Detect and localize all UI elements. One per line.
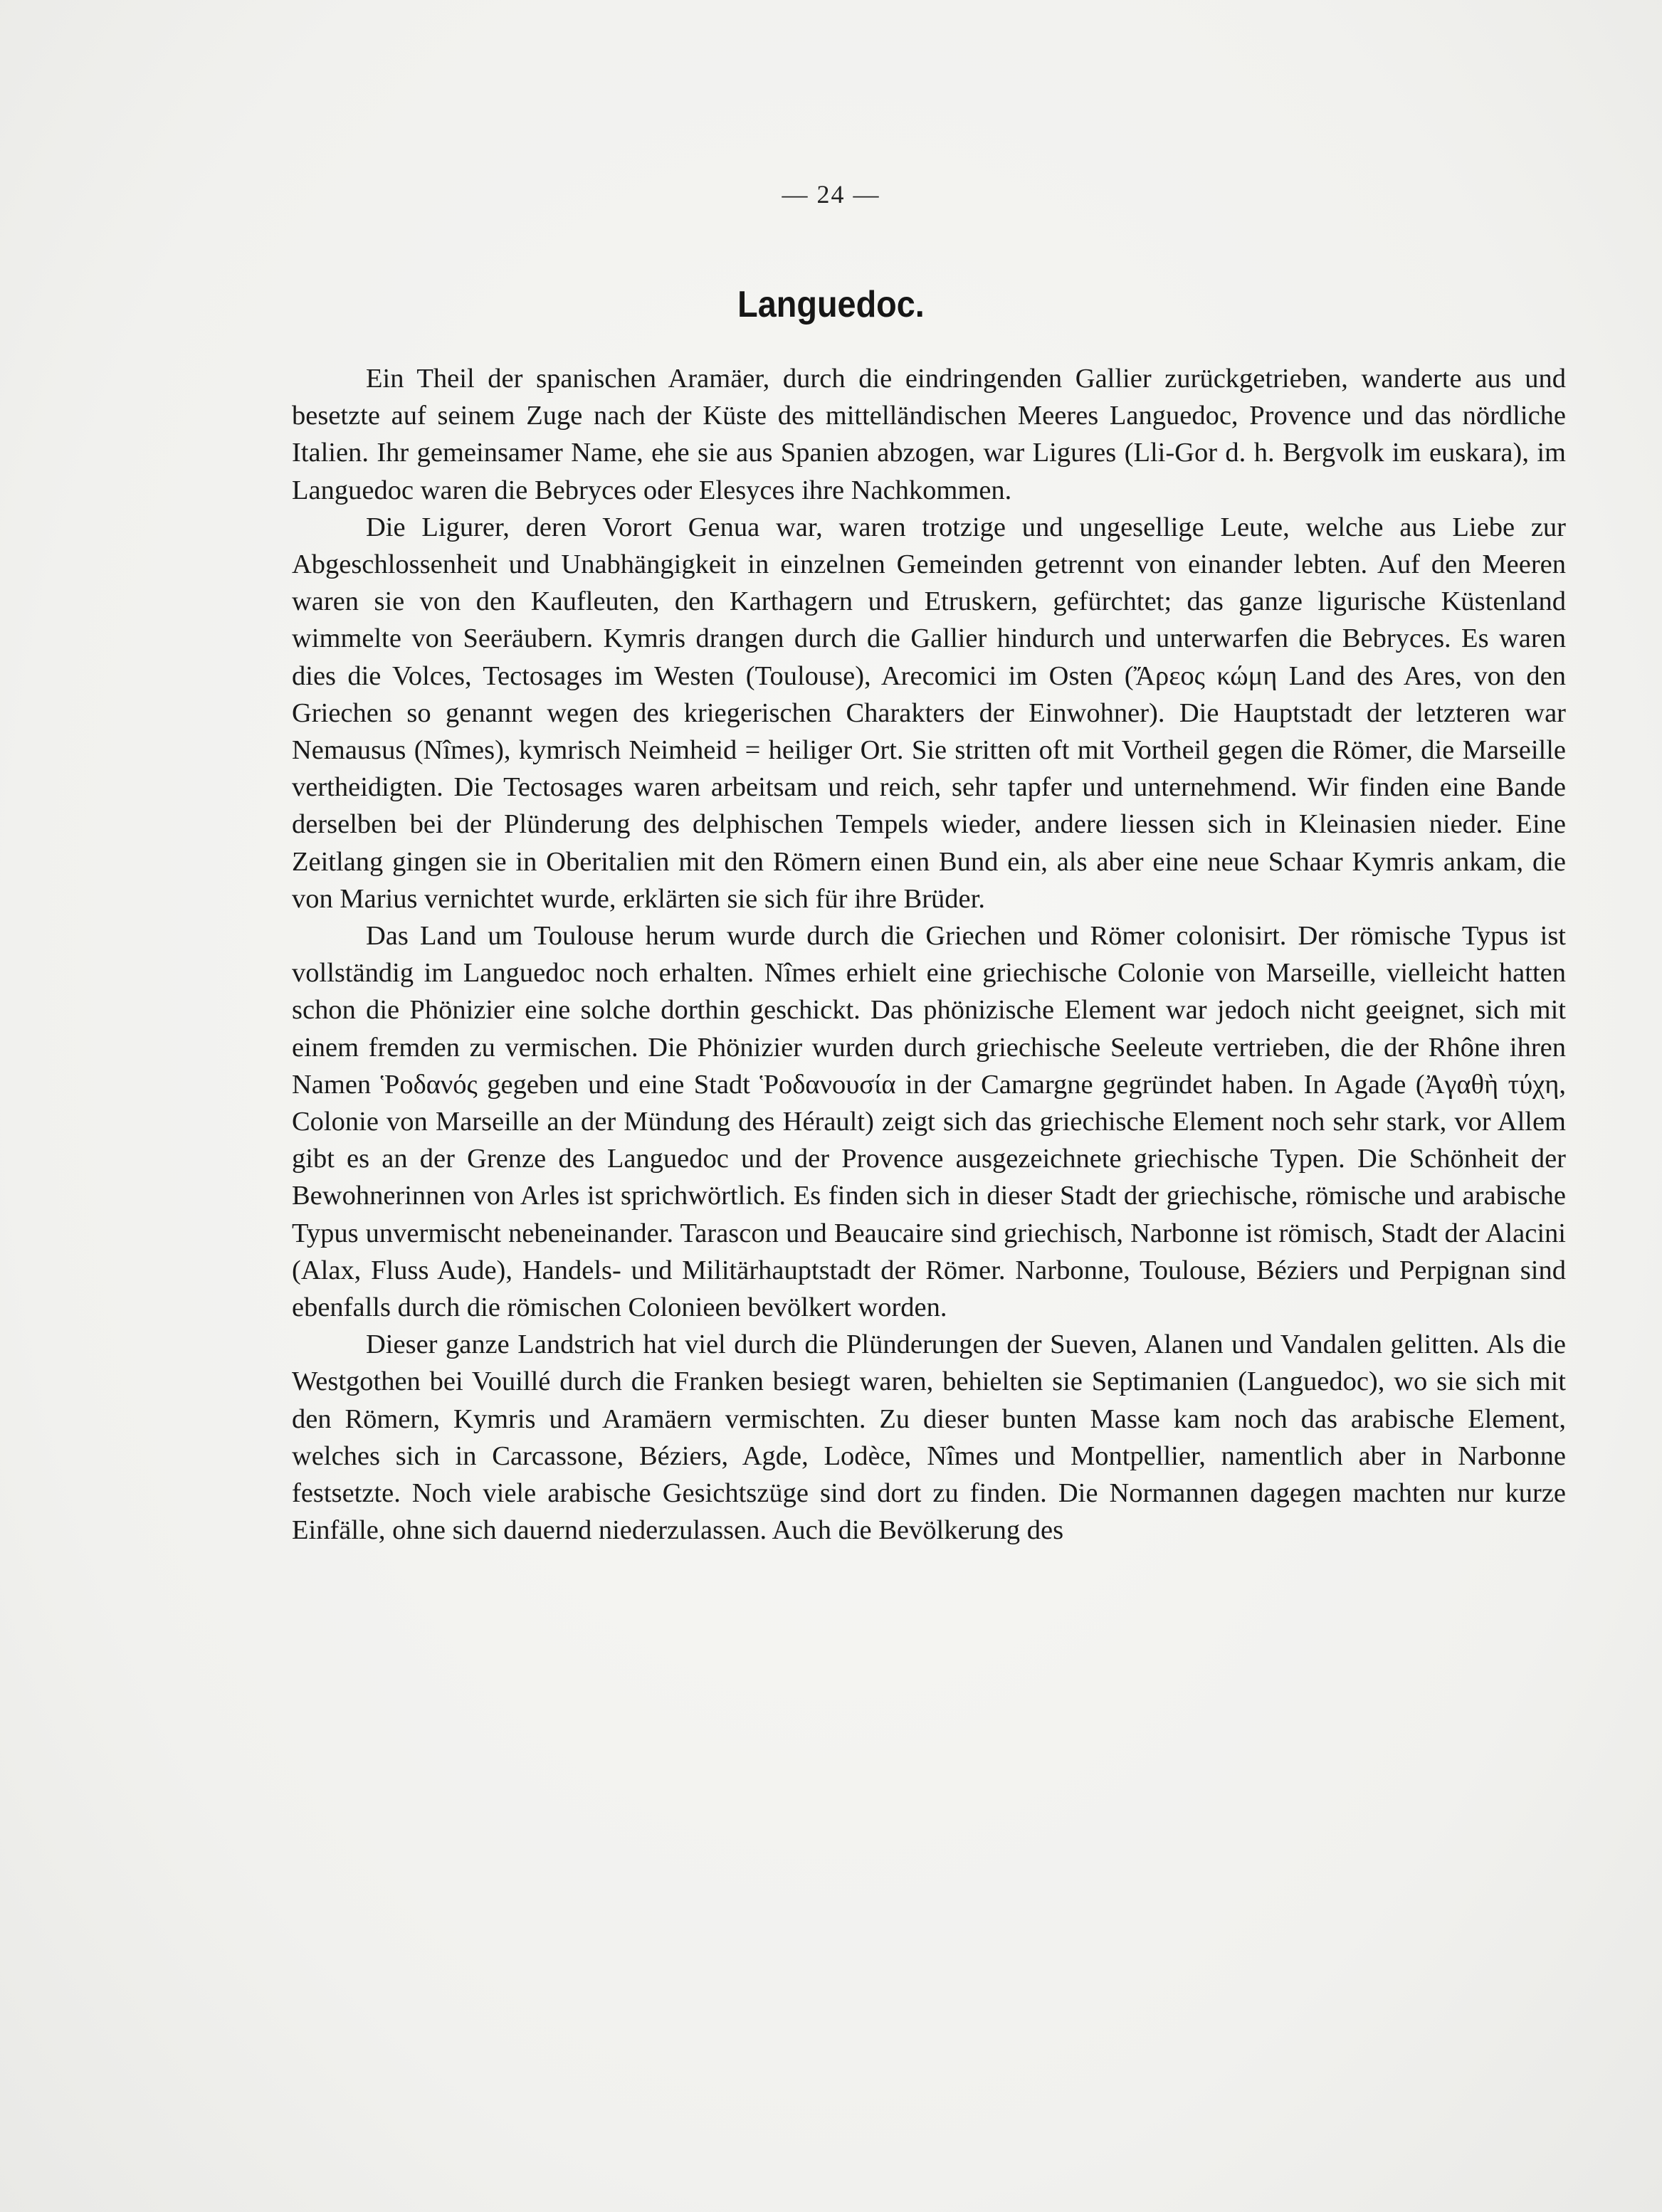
paragraph: Das Land um Toulouse herum wurde durch die Griechen und Römer colonisirt. Der römische Typus ist vollständig im Languedoc noch erhalten. Nîmes erhielt eine griechische Colonie von Marseille, vielleicht hatten schon die Phönizier eine solche dorthin geschickt. Das phönizische Element war jedoch nicht geeignet, sich mit einem fremden zu vermischen. Die Phönizier wurden durch griechische Seeleute vertrieben, die der Rhône ihren Namen Ῥοδανός gegeben und eine Stadt Ῥοδανουσία in der Camargne gegründet haben. In Agade (Ἀγαθὴ τύχη, Colonie von Marseille an der Mündung des Hérault) zeigt sich das griechische Element noch sehr stark, vor Allem gibt es an der Grenze des Languedoc und der Provence ausgezeichnete griechische Typen. Die Schönheit der Bewohnerinnen von Arles ist sprichwörtlich. Es finden sich in dieser Stadt der griechische, römische und arabische Typus unvermischt nebeneinander. Tarascon und Beaucaire sind griechisch, Narbonne ist römisch, Stadt der Alacini (Alax, Fluss Aude), Handels- und Militärhauptstadt der Römer. Narbonne, Toulouse, Béziers und Perpignan sind ebenfalls durch die römischen Colonieen bevölkert worden.	[292, 921, 1566, 1323]
page-number: — 24 —	[782, 180, 880, 209]
paragraph: Ein Theil der spanischen Aramäer, durch die eindringenden Gallier zurückgetrieben, wanderte aus und besetzte auf seinem Zuge nach der Küste des mittelländischen Meeres Languedoc, Provence und das nördliche Italien. Ihr gemeinsamer Name, ehe sie aus Spanien abzogen, war Ligures (Lli-Gor d. h. Bergvolk im euskara), im Languedoc waren die Bebryces oder Elesyces ihre Nachkommen.	[292, 364, 1566, 505]
section-title: Languedoc.	[737, 284, 925, 325]
body-text	[292, 360, 1566, 1549]
paragraph: Dieser ganze Landstrich hat viel durch die Plünderungen der Sueven, Alanen und Vandalen gelitten. Als die Westgothen bei Vouillé durch die Franken besiegt waren, behielten sie Septimanien (Languedoc), wo sie sich mit den Römern, Kymris und Aramäern vermischten. Zu dieser bunten Masse kam noch das arabische Element, welches sich in Carcassone, Béziers, Agde, Lodèce, Nîmes und Montpellier, namentlich aber in Narbonne festsetzte. Noch viele arabische Gesichtszüge sind dort zu finden. Die Normannen dagegen machten nur kurze Einfälle, ohne sich dauernd niederzulassen. Auch die Bevölkerung des	[292, 1329, 1566, 1546]
paragraph: Die Ligurer, deren Vorort Genua war, waren trotzige und ungesellige Leute, welche aus Liebe zur Abgeschlossenheit und Unabhängigkeit in einzelnen Gemeinden getrennt von einander lebten. Auf den Meeren waren sie von den Kaufleuten, den Karthagern und Etruskern, gefürchtet; das ganze ligurische Küstenland wimmelte von Seeräubern. Kymris drangen durch die Gallier hindurch und unterwarfen die Bebryces. Es waren dies die Volces, Tectosages im Westen (Toulouse), Arecomici im Osten (Ἄρεος κώμη Land des Ares, von den Griechen so genannt wegen des kriegerischen Charakters der Einwohner). Die Hauptstadt der letzteren war Nemausus (Nîmes), kymrisch Neimheid = heiliger Ort. Sie stritten oft mit Vortheil gegen die Römer, die Marseille vertheidigten. Die Tectosages waren arbeitsam und reich, sehr tapfer und unternehmend. Wir finden eine Bande derselben bei der Plünderung des delphischen Tempels wieder, andere liessen sich in Kleinasien nieder. Eine Zeitlang gingen sie in Oberitalien mit den Römern einen Bund ein, als aber eine neue Schaar Kymris ankam, die von Marius vernichtet wurde, erklärten sie sich für ihre Brüder.	[292, 512, 1566, 914]
